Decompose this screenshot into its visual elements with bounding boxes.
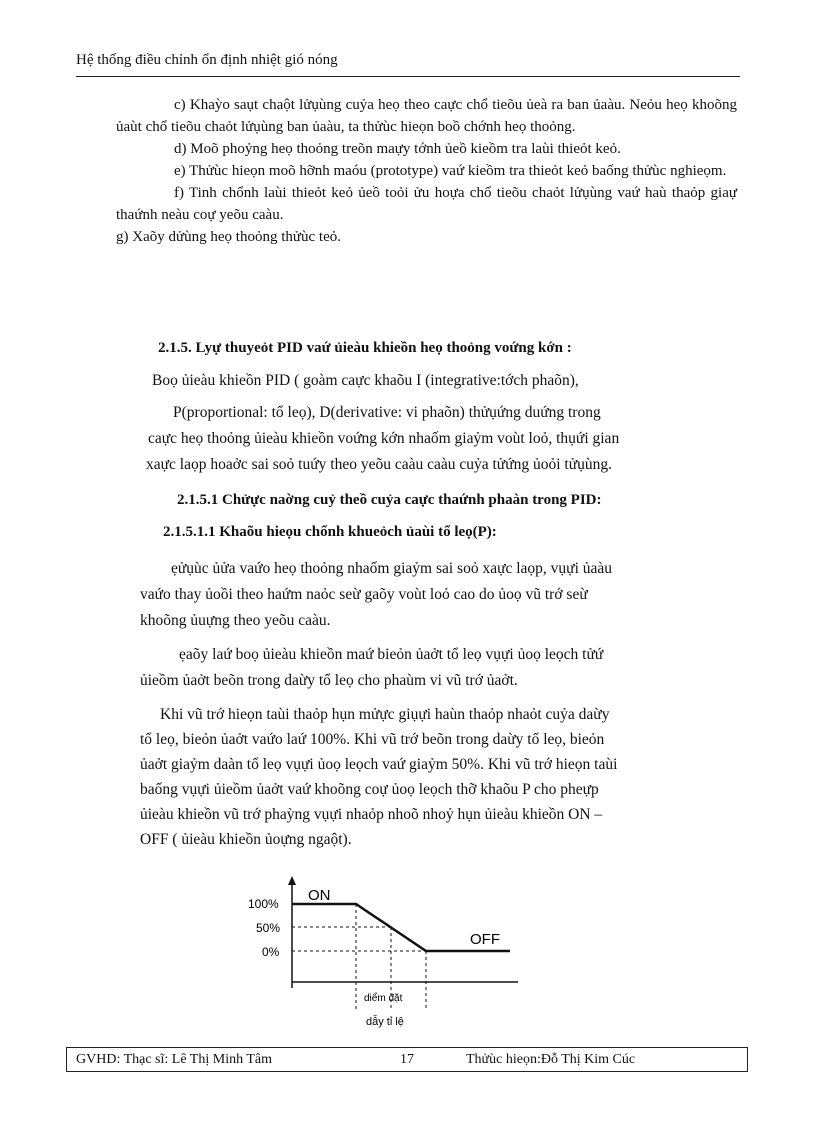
footer-top-rule [66, 1047, 748, 1048]
p-para1-line1: ẹửụùc ủửa vaứo heọ thoỏng nhaốm giaỷm sai soỏ xaực laọp, vụựi ủaàu [171, 560, 613, 577]
tick-50: 50% [256, 921, 281, 935]
step-e: e) Thửùc hieọn moõ hỡnh maóu (prototype) vaứ kieồm tra thieỏt keỏ baống thửùc nghieọm. [174, 163, 727, 179]
pid-line-3: caực heọ thoỏng ủieàu khieồn voứng kớn nhaốm giaỷm voùt loỏ, thụứi gian [148, 430, 620, 447]
pid-line-1: Boọ ủieàu khieồn PID ( goàm caực khaõu I (integrative:tớch phaõn), [152, 372, 579, 389]
step-f: f) Tinh chổnh laùi thieỏt keỏ ủeồ toỏi ửu hoựa chổ tieõu chaỏt lửụùng vaứ haù thaỏp giaự thaứnh neàu coự yeõu caàu. [116, 185, 737, 223]
section-heading-2151: 2.1.5.1 Chửực naờng cuỷ theồ cuỷa caực thaứnh phaàn trong PID: [177, 492, 602, 508]
p-para2-line2: ủieồm ủaởt beõn trong daừy tổ leọ cho phaùm vi vũ trớ ủaởt. [140, 672, 518, 689]
footer-author: Thửùc hieọn:Đỗ Thị Kim Cúc [466, 1052, 636, 1067]
tick-0: 0% [262, 945, 280, 959]
p-para3-line6: OFF ( ủieàu khieồn ủoựng ngaột). [140, 831, 352, 848]
section-heading-215: 2.1.5. Lyự thuyeỏt PID vaứ ủieàu khieồn heọ thoỏng voứng kớn : [158, 340, 572, 356]
label-setpoint: diểm đặt [364, 993, 403, 1004]
p-para3-line3: ủaởt giaỷm daàn tổ leọ vụựi ủoọ leọch vaứ giaỷm 50%. Khi vũ trớ hieọn taùi [140, 756, 618, 773]
y-axis-arrow-icon [288, 876, 296, 885]
footer-bottom-rule [66, 1071, 748, 1072]
label-band: dẫy tỉ lệ [366, 1016, 404, 1028]
page-number: 17 [400, 1052, 414, 1067]
p-para1-line3: khoõng ủuựng theo yeõu caàu. [140, 612, 331, 629]
footer-advisor: GVHD: Thạc sĩ: Lê Thị Minh Tâm [76, 1052, 272, 1067]
p-para3-line2: tổ leọ, bieỏn ủaởt vaứo laứ 100%. Khi vũ trớ beõn trong daừy tổ leọ, bieỏn [140, 731, 605, 748]
step-c: c) Khaỳo saụt chaột lửụùng cuỷa heọ theo caực chổ tieõu ủeà ra ban ủaàu. Neỏu heọ khoõng ủaùt chổ tieõu chaỏt lửụùng ban ủaàu, ta thửùc hieọn boồ chớnh heọ thoỏng. [116, 97, 737, 135]
design-steps [116, 94, 737, 248]
label-off: OFF [470, 931, 500, 948]
proportional-band-chart [236, 870, 526, 1040]
section-heading-21511: 2.1.5.1.1 Khaõu hieọu chổnh khueỏch ủaùi tổ leọ(P): [163, 524, 497, 540]
footer-left-border [66, 1047, 67, 1071]
p-para3-line5: ủieàu khieồn vũ trớ phaỳng vụựi nhaỏp nhoõ nhoỷ hụn ủieàu khieồn ON – [140, 806, 603, 823]
pid-line-2: P(proportional: tổ leọ), D(derivative: vi phaõn) thửụứng duứng trong [173, 404, 601, 421]
p-para3-line4: baống vụựi ủieồm ủaởt vaứ khoõng coự ủoọ leọch thỡ khaõu P cho pheựp [140, 781, 599, 798]
step-d: d) Moõ phoỷng heọ thoỏng treõn maựy tớnh ủeồ kieồm tra laùi thieỏt keỏ. [174, 141, 621, 157]
tick-100: 100% [248, 897, 279, 911]
step-g: g) Xaõy dửùng heọ thoỏng thửùc teỏ. [116, 229, 341, 245]
label-on: ON [308, 887, 331, 904]
p-para3-line1: Khi vũ trớ hieọn taùi thaỏp hụn mửực giụựi haùn thaỏp nhaỏt cuỷa daừy [160, 706, 610, 723]
p-para2-line1: ẹaõy laứ boọ ủieàu khieồn maứ bieỏn ủaởt tổ leọ vụựi ủoọ leọch tửứ [179, 646, 604, 663]
pid-line-4: xaực laọp hoaởc sai soỏ tuứy theo yeõu caàu caàu cuỷa tửứng ủoỏi tửụùng. [146, 456, 612, 473]
header-rule [76, 76, 740, 77]
page-header: Hệ thống điều chỉnh ổn định nhiệt gió nóng [76, 52, 338, 68]
p-para1-line2: vaứo thay ủoồi theo haứm naỏc seừ gaõy voùt loỏ cao do ủoọ vũ trớ seừ [140, 586, 588, 603]
footer-right-border [747, 1047, 748, 1071]
